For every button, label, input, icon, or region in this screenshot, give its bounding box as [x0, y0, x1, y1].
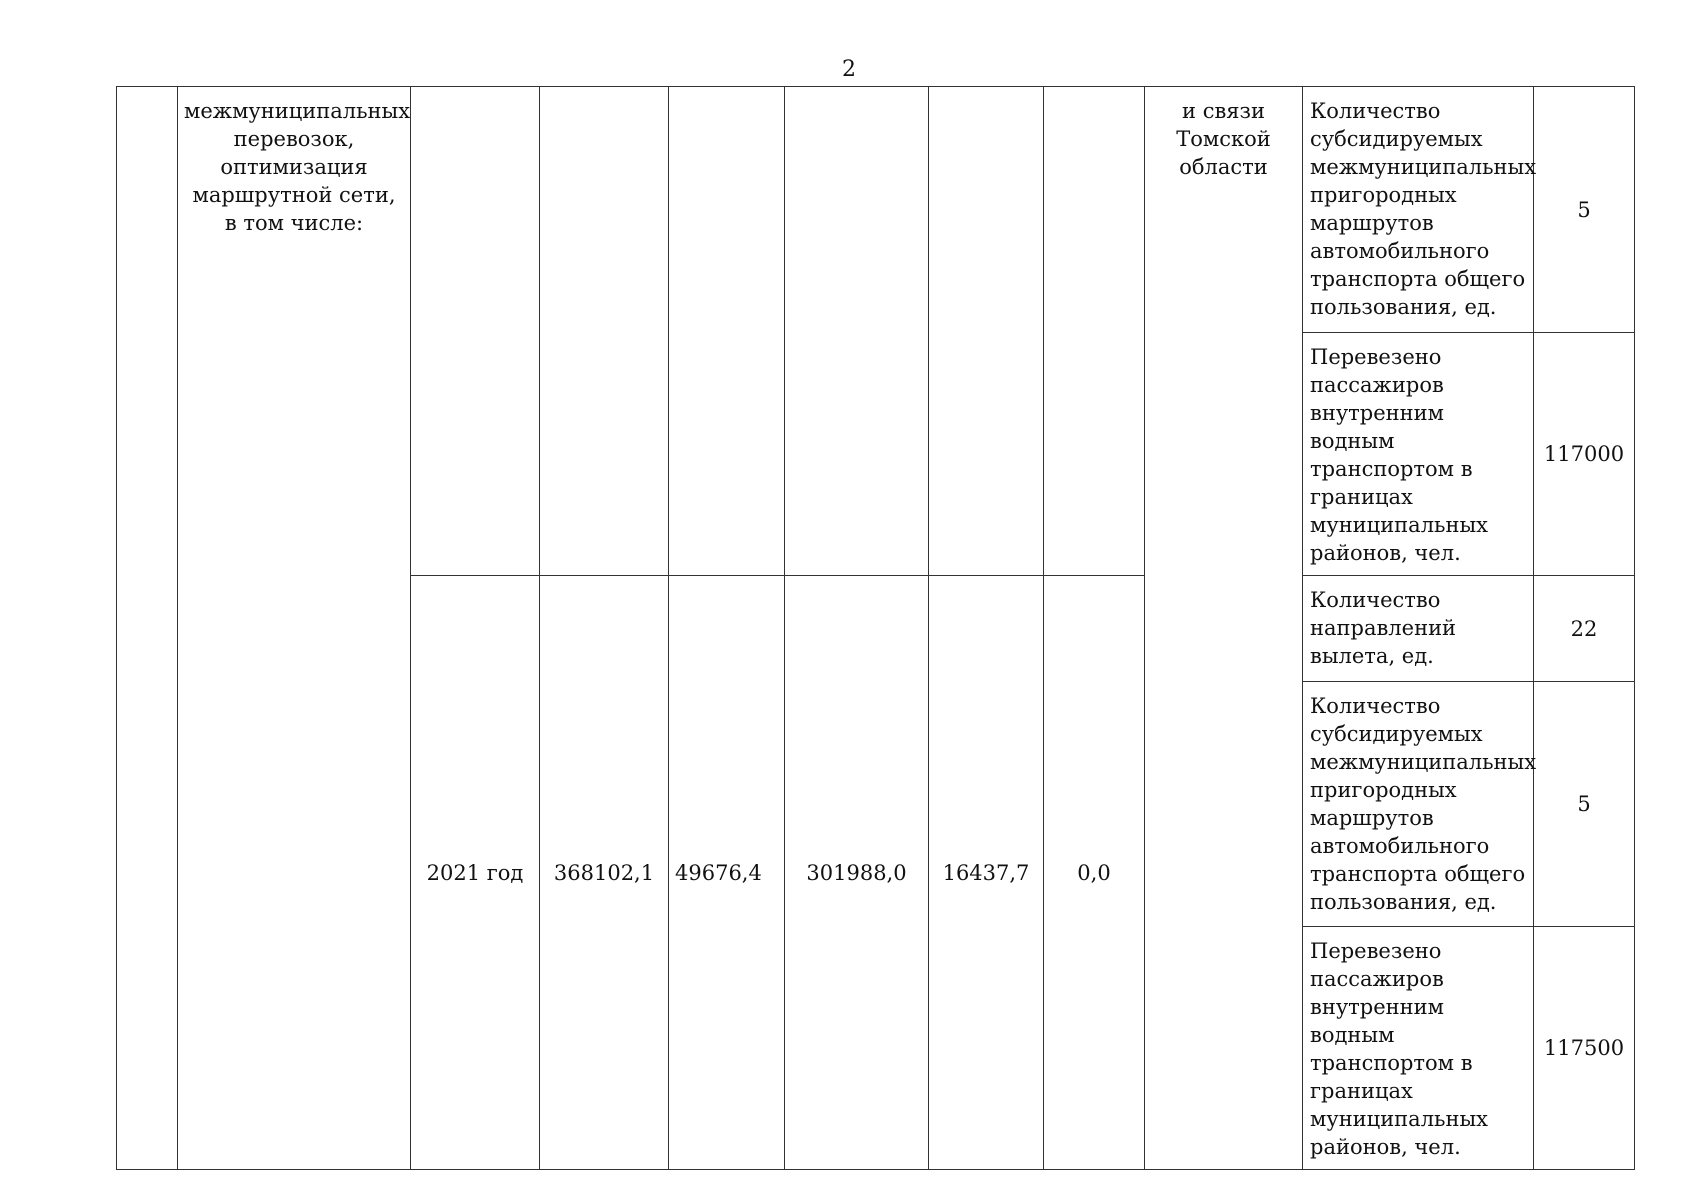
indicator-value: 117500: [1534, 927, 1635, 1170]
program-table: [116, 86, 1635, 1170]
federal-cell: 49676,4: [669, 576, 785, 1170]
indicator-label: Количество субсидируемых межмуниципальных пригородных маршрутов автомобильного транспорта общего пользования, ед.: [1303, 87, 1534, 333]
table-row: [117, 87, 1635, 333]
total-cell: 368102,1: [540, 576, 669, 1170]
municipal-cell: 16437,7: [929, 576, 1044, 1170]
indicator-value: 117000: [1534, 333, 1635, 576]
extra-cell: 0,0: [1044, 576, 1145, 1170]
municipal-cell-empty: [929, 87, 1044, 576]
row-number-cell: [117, 87, 178, 1170]
extra-cell-empty: [1044, 87, 1145, 576]
year-cell: 2021 год: [411, 576, 540, 1170]
indicator-label: Перевезено пассажиров внутренним водным транспортом в границах муниципальных районов, чел.: [1303, 333, 1534, 576]
indicator-value: 5: [1534, 87, 1635, 333]
regional-cell-empty: [785, 87, 929, 576]
indicator-label: Количество направлений вылета, ед.: [1303, 576, 1534, 682]
indicator-label: Количество субсидируемых межмуниципальных пригородных маршрутов автомобильного транспорта общего пользования, ед.: [1303, 682, 1534, 927]
indicator-value: 22: [1534, 576, 1635, 682]
executor-cell: и связи Томской области: [1145, 87, 1303, 1170]
activity-name-cell: межмуниципальных перевозок, оптимизация маршрутной сети, в том числе:: [178, 87, 411, 1170]
total-cell-empty: [540, 87, 669, 576]
indicator-label: Перевезено пассажиров внутренним водным транспортом в границах муниципальных районов, чел.: [1303, 927, 1534, 1170]
federal-cell-empty: [669, 87, 785, 576]
page-number: 2: [842, 57, 856, 82]
year-cell-empty: [411, 87, 540, 576]
regional-cell: 301988,0: [785, 576, 929, 1170]
indicator-value: 5: [1534, 682, 1635, 927]
